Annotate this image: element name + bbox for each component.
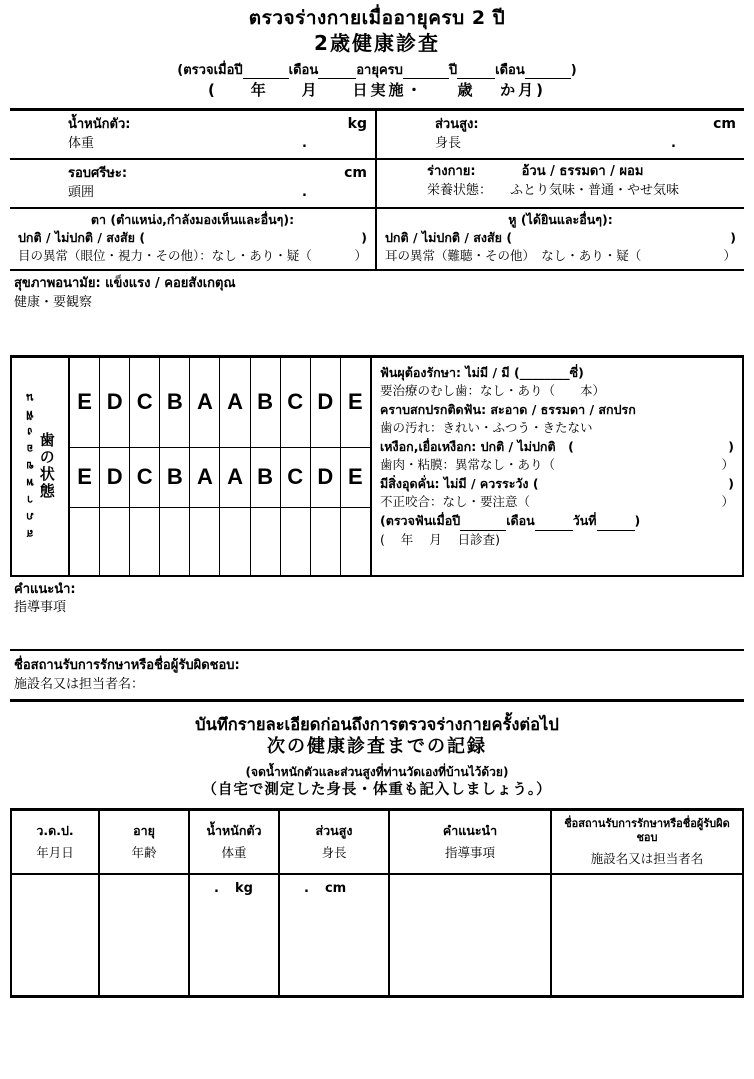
- dental-exam-date-jp-month: 月: [429, 532, 442, 548]
- head-circumference-label-japanese: 頭囲: [68, 184, 95, 200]
- age-year-th-blank[interactable]: [403, 63, 449, 80]
- tooth-column: [190, 358, 220, 575]
- height-value[interactable]: .: [671, 136, 676, 152]
- exam-date-jp-open: (: [207, 81, 218, 100]
- general-health-section: [10, 271, 744, 315]
- record-header-date-thai: ว.ด.ป.: [36, 822, 74, 838]
- tooth-upper[interactable]: B: [251, 358, 280, 448]
- record-cell-date[interactable]: [12, 933, 100, 995]
- record-cell-age[interactable]: [100, 875, 190, 933]
- ear-heading-thai: หู (ได้ยินและอื่นๆ):: [508, 211, 613, 227]
- section2-subtitle-thai: (จดน้ำหนักตัวและส่วนสูงที่ท่านวัดเองที่บ้านไว้ด้วย): [245, 764, 509, 779]
- exam-month-th-blank[interactable]: [318, 63, 356, 80]
- tooth-upper[interactable]: E: [341, 358, 370, 448]
- tooth-lower[interactable]: D: [100, 448, 129, 508]
- record-cell-height-unit: cm: [324, 881, 347, 897]
- general-health-thai[interactable]: สุขภาพอนามัย: แข็งแรง / คอยสังเกตุณ: [14, 275, 236, 291]
- record-header-advice: [390, 811, 552, 873]
- dental-item-caries-japanese[interactable]: 要治療のむし歯：なし・あり（ 本）: [380, 383, 606, 399]
- exam-date-jp-age: 歳: [457, 81, 476, 100]
- measurements-row-head-body: [10, 160, 744, 209]
- tooth-lower[interactable]: E: [70, 448, 99, 508]
- tooth-column: [281, 358, 311, 575]
- record-cell-advice[interactable]: [390, 933, 552, 995]
- facility-section: [10, 651, 744, 702]
- body-label-thai: ร่างกาย:: [427, 164, 476, 180]
- body-options-japanese[interactable]: ふとり気味・普通・やせ気味: [510, 182, 680, 198]
- tooth-upper[interactable]: D: [311, 358, 340, 448]
- exam-date-line-thai: [10, 63, 744, 80]
- weight-value[interactable]: .: [302, 136, 307, 152]
- dental-exam-date-th-p2: เดือน: [506, 512, 535, 528]
- tooth-column: [70, 358, 100, 575]
- record-header-date: [12, 811, 100, 873]
- tooth-column: [251, 358, 281, 575]
- dental-findings: [372, 358, 742, 575]
- record-header-weight: [190, 811, 280, 873]
- tooth-note[interactable]: [190, 508, 219, 575]
- dental-item-occlusion-japanese[interactable]: 不正咬合：なし・要注意（ ）: [380, 494, 734, 510]
- dental-exam-day-blank[interactable]: [597, 512, 635, 532]
- exam-year-th-blank[interactable]: [243, 63, 289, 80]
- exam-date-th-p3: อายุครบ: [356, 62, 403, 78]
- record-header-facility-thai: ชื่อสถานรับการรักษาหรือชื่อผู้รับผิดชอบ: [564, 816, 730, 844]
- record-header-height-japanese: 身長: [321, 845, 347, 861]
- dental-exam-date-jp-tail: 日診査): [457, 532, 501, 548]
- age-month2-th-blank[interactable]: [525, 63, 571, 80]
- tooth-note[interactable]: [281, 508, 310, 575]
- ear-status-japanese[interactable]: 耳の異常（難聴・その他） なし・あり・疑（: [385, 247, 642, 263]
- exam-date-th-p6: ): [570, 62, 577, 78]
- record-header-facility: [552, 811, 742, 873]
- weight-cell: [10, 111, 377, 158]
- tooth-upper[interactable]: C: [281, 358, 310, 448]
- tooth-column: [100, 358, 130, 575]
- record-header-height: [280, 811, 390, 873]
- eye-heading-thai: ตา (ตำแหน่ง,กำลังมองเห็นและอื่นๆ):: [90, 211, 295, 227]
- age-month-th-blank[interactable]: [457, 63, 495, 80]
- dental-exam-month-blank[interactable]: [535, 512, 573, 532]
- eye-status-thai-close: ): [361, 229, 367, 245]
- tooth-note[interactable]: [220, 508, 249, 575]
- record-cell-weight-unit: kg: [234, 881, 253, 897]
- exam-date-th-p4: ปี: [448, 62, 458, 78]
- tooth-note[interactable]: [311, 508, 340, 575]
- record-cell-advice[interactable]: [390, 875, 552, 933]
- advice-label-japanese: 指導事項: [14, 600, 67, 616]
- record-cell-facility[interactable]: [552, 875, 742, 933]
- eye-status-japanese[interactable]: 目の異常（眼位・視力・その他）：なし・あり・疑（: [18, 247, 312, 263]
- tooth-lower[interactable]: D: [311, 448, 340, 508]
- tooth-upper[interactable]: A: [190, 358, 219, 448]
- measurements-row-weight-height: [10, 111, 744, 160]
- exam-date-th-p2: เดือน: [288, 62, 319, 78]
- record-header-weight-thai: น้ำหนักตัว: [206, 822, 262, 838]
- weight-label-japanese: 体重: [68, 136, 95, 152]
- record-cell-height[interactable]: [280, 933, 390, 995]
- dental-exam-year-blank[interactable]: [460, 512, 506, 532]
- form-header: [10, 0, 744, 99]
- dental-item-occlusion-thai[interactable]: มีสิ่งอุดคั่น: ไม่มี / ควรระวัง ( ): [380, 475, 734, 491]
- dental-exam-date-thai: [380, 512, 734, 532]
- weight-unit: kg: [347, 116, 367, 133]
- height-unit: cm: [713, 116, 736, 133]
- body-nutrition-cell: [377, 160, 744, 207]
- tooth-note[interactable]: [251, 508, 280, 575]
- dental-item-gums-thai[interactable]: เหงือก,เยื่อเหงือก: ปกติ / ไม่ปกติ ( ): [380, 438, 734, 454]
- section2-title-japanese: 次の健康診査までの記録: [267, 736, 487, 758]
- tooth-column: [220, 358, 250, 575]
- record-header-advice-thai: คำแนะนำ: [442, 822, 498, 838]
- general-health-japanese[interactable]: 健康・要観察: [14, 294, 93, 310]
- record-header-age: [100, 811, 190, 873]
- dental-section: [10, 355, 744, 577]
- dental-side-label-thai: สภาพของฟัน: [24, 389, 38, 543]
- record-cell-date[interactable]: [12, 875, 100, 933]
- weight-label-thai: น้ำหนักตัว:: [68, 117, 131, 133]
- section2-title-thai: บันทึกรายละเอียดก่อนถึงการตรวจร่างกายครั้งต่อไป: [195, 714, 559, 734]
- tooth-upper[interactable]: A: [220, 358, 249, 448]
- eye-status-japanese-close: ）: [354, 247, 367, 263]
- record-header-facility-japanese: 施設名又は担当者名: [590, 851, 704, 867]
- tooth-lower[interactable]: A: [190, 448, 219, 508]
- tooth-note[interactable]: [70, 508, 99, 575]
- dental-item-plaque-thai[interactable]: คราบสกปรกติดฟัน: สะอาด / ธรรมดา / สกปรก: [380, 401, 636, 417]
- dental-exam-date-jp-year: 年: [400, 532, 414, 548]
- table-row: [12, 933, 742, 995]
- tooth-upper[interactable]: D: [100, 358, 129, 448]
- record-header-date-japanese: 年月日: [36, 845, 74, 861]
- dental-exam-date-th-p3: วันที่: [572, 512, 597, 528]
- dental-item-caries-thai[interactable]: ฟันผุต้องรักษา: ไม่มี / มี (________ซี่): [380, 364, 584, 380]
- record-header-advice-japanese: 指導事項: [444, 845, 495, 861]
- record-header-weight-japanese: 体重: [221, 845, 247, 861]
- dental-item-gums-japanese[interactable]: 歯肉・粘膜：異常なし・あり（ ）: [380, 457, 734, 473]
- spacer-after-health: [10, 315, 744, 355]
- record-header-height-thai: ส่วนสูง: [315, 822, 353, 838]
- body-options-thai[interactable]: อ้วน / ธรรมดา / ผอม: [521, 164, 644, 180]
- record-cell-weight[interactable]: [190, 933, 280, 995]
- record-header-age-japanese: 年齢: [131, 845, 157, 861]
- tooth-lower[interactable]: E: [341, 448, 370, 508]
- exam-date-jp-day: 日実施・: [352, 81, 425, 100]
- record-cell-height[interactable]: [280, 875, 390, 933]
- tooth-note[interactable]: [130, 508, 159, 575]
- record-cell-facility[interactable]: [552, 933, 742, 995]
- page-title-thai: ตรวจร่างกายเมื่ออายุครบ 2 ปี: [248, 7, 506, 29]
- facility-label-thai: ชื่อสถานรับการรักษาหรือชื่อผู้รับผิดชอบ:: [14, 657, 240, 673]
- record-table-header-row: [12, 811, 742, 875]
- height-label-thai: ส่วนสูง:: [435, 117, 479, 133]
- dental-item-plaque-japanese[interactable]: 歯の汚れ：きれい・ふつう・きたない: [380, 420, 593, 436]
- exam-date-line-japanese: [10, 81, 744, 99]
- measurements-row-eye-ear: [10, 209, 744, 269]
- tooth-column: [341, 358, 370, 575]
- ear-cell: [377, 209, 744, 269]
- tooth-column: [160, 358, 190, 575]
- body-label-japanese: 栄養状態：: [427, 182, 493, 198]
- dental-exam-date-jp-open: (: [380, 532, 385, 548]
- head-circumference-unit: cm: [344, 165, 367, 182]
- tooth-lower[interactable]: C: [281, 448, 310, 508]
- tooth-note[interactable]: [100, 508, 129, 575]
- page-title-japanese: 2歳健康診査: [314, 30, 440, 55]
- tooth-lower[interactable]: A: [220, 448, 249, 508]
- dental-exam-date-th-p4: ): [634, 512, 641, 528]
- record-cell-weight-dot: .: [214, 881, 219, 897]
- record-table: [10, 808, 744, 998]
- tooth-note[interactable]: [341, 508, 370, 575]
- section2-subtitle-japanese: （自宅で測定した身長・体重も記入しましょう。）: [202, 782, 552, 799]
- height-label-japanese: 身長: [435, 136, 462, 152]
- head-circumference-cell: [10, 160, 377, 207]
- exam-date-jp-months: か月): [500, 81, 546, 100]
- tooth-lower[interactable]: B: [251, 448, 280, 508]
- tooth-lower[interactable]: C: [130, 448, 159, 508]
- dental-exam-date-th-p1: (ตรวจฟันเมื่อปี: [380, 512, 461, 528]
- exam-date-jp-month: 月: [301, 81, 320, 100]
- ear-status-thai[interactable]: ปกติ / ไม่ปกติ / สงสัย (: [385, 229, 513, 245]
- exam-date-jp-year: 年: [250, 81, 269, 100]
- record-cell-weight[interactable]: [190, 875, 280, 933]
- record-cell-height-dot: .: [304, 881, 309, 897]
- eye-cell: [10, 209, 377, 269]
- height-cell: [377, 111, 744, 158]
- eye-status-thai[interactable]: ปกติ / ไม่ปกติ / สงสัย (: [18, 229, 146, 245]
- tooth-upper[interactable]: B: [160, 358, 189, 448]
- teeth-chart: [70, 358, 372, 575]
- dental-side-label: [12, 358, 70, 575]
- tooth-note[interactable]: [160, 508, 189, 575]
- facility-label-japanese: 施設名又は担当者名：: [14, 677, 145, 693]
- measurements-table: [10, 108, 744, 271]
- dental-exam-date-japanese: [380, 531, 734, 550]
- tooth-lower[interactable]: B: [160, 448, 189, 508]
- exam-date-th-p1: (ตรวจเมื่อปี: [177, 62, 243, 78]
- ear-status-thai-close: ): [730, 229, 736, 245]
- tooth-upper[interactable]: C: [130, 358, 159, 448]
- head-circumference-value[interactable]: .: [302, 184, 307, 200]
- record-header-age-thai: อายุ: [133, 822, 155, 838]
- head-circumference-label-thai: รอบศรีษะ:: [68, 166, 128, 182]
- ear-status-japanese-close: ）: [723, 247, 736, 263]
- tooth-column: [130, 358, 160, 575]
- section2-header: [10, 715, 744, 800]
- advice-label-thai: คำแนะนำ:: [14, 581, 76, 597]
- table-row: [12, 875, 742, 933]
- tooth-column: [311, 358, 341, 575]
- dental-side-label-japanese: 歯の状態: [37, 432, 56, 501]
- exam-date-th-p5: เดือน: [495, 62, 525, 78]
- record-cell-age[interactable]: [100, 933, 190, 995]
- advice-section: [10, 577, 744, 651]
- tooth-upper[interactable]: E: [70, 358, 99, 448]
